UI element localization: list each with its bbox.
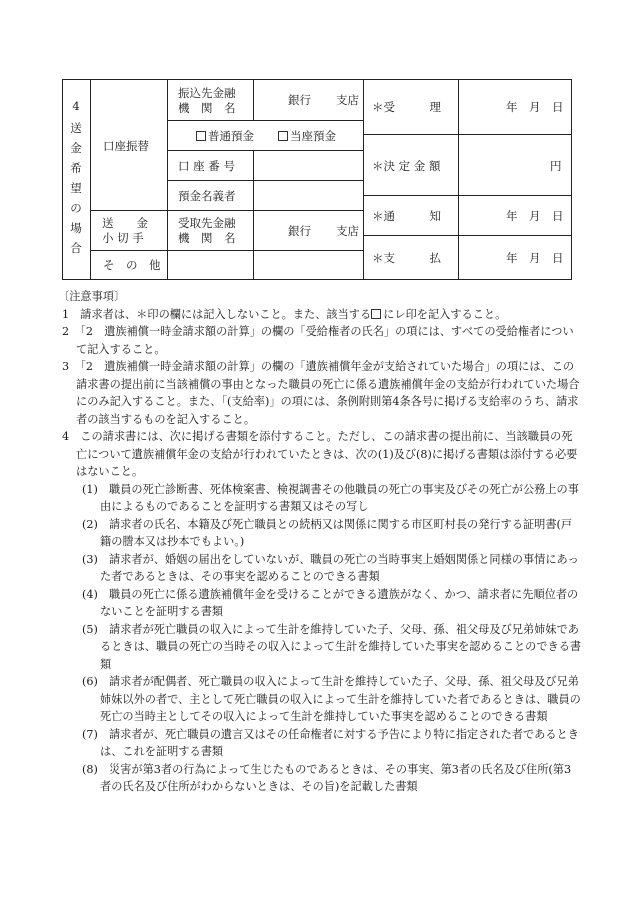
section-title-char: 送 [70,121,82,135]
remittance-check-label-1: 送 金 [102,216,148,230]
section-title-char: の [70,201,82,215]
other-label: そ の 他 [103,258,161,272]
notes-section [58,288,582,796]
note-sub-6: (6) 請求者が配偶者、死亡職員の収入によって生計を維持していた子、父母、孫、祖父母及び兄弟姉妹以外の者で、主として死亡職員の収入によって生計を維持していた者であるときは、職員の死亡の当時主としてその収入によって生計を維持していた事実を認めることのできる書類 [82,675,581,723]
current-deposit-checkbox[interactable] [278,131,288,141]
note-sub-1: (1) 職員の死亡診断書、死体検案書、検視調書その他職員の死亡の事実及びその死亡が公務上の事由によるものであることを証明する書類又はその写し [82,482,579,513]
note-sub-4: (4) 職員の死亡に係る遺族補償年金を受けることができる遺族がなく、かつ、請求者に先順位者のないことを証明する書類 [82,587,579,618]
account-holder-label: 預金名義者 [178,189,236,203]
ordinary-deposit-checkbox[interactable] [196,131,206,141]
section-title-vertical [69,118,83,258]
section-title-char: 希 [70,161,82,175]
payment-date: 年 月 日 [506,251,564,265]
bank-word: 銀行 [288,93,311,107]
receive-bank-label-2: 機 関 名 [178,231,236,245]
received-date: 年 月 日 [506,100,564,114]
note-item-3: 3 「2 遺族補償一時金請求額の計算」の欄の「遺族補償年金が支給されていた場合」の項には、この請求書の提出前に当該補償の事由となった職員の死亡に係る遺族補償年金の支給が行われていた場合にのみ記入すること。また、「(支給率)」の項には、条例附則第4条各号に掲げる支給率のうち、請求者の該当するものを記入すること。 [62,360,580,426]
notice-date: 年 月 日 [506,209,564,223]
decision-amount-label: ＊決 定 金 額 [372,159,441,173]
notes-heading: 〔注意事項〕 [58,290,126,303]
branch-word-2: 支店 [336,224,359,238]
remittance-check-label-2: 小 切 手 [102,231,144,245]
section-title-char: 合 [70,241,82,255]
note-sub-5: (5) 請求者が死亡職員の収入によって生計を維持していた子、父母、孫、祖父母及び兄弟姉妹であるときは、職員の死亡の当時その収入によって生計を維持していた事実を認めることのできる書類 [82,622,582,671]
branch-word: 支店 [336,93,359,107]
transfer-bank-label-1: 振込先金融 [178,86,236,100]
section-title-char: 金 [70,141,82,155]
checkbox-symbol-icon [371,309,381,319]
current-deposit-option[interactable]: 当座預金 [278,129,336,143]
received-label: ＊受 理 [372,100,441,114]
bank-transfer-label: 口座振替 [103,139,149,153]
yen-unit: 円 [550,159,562,173]
ordinary-deposit-option[interactable]: 普通預金 [196,129,254,143]
section-title-char: 望 [70,181,82,195]
section-title-char: 場 [70,221,82,235]
receive-bank-label-1: 受取先金融 [178,216,236,230]
note-sub-3: (3) 請求者が、婚姻の届出をしていないが、職員の死亡の当時事実上婚姻関係と同様の事情にあった者であるときは、その事実を認めることのできる書類 [82,552,579,583]
note-sub-7: (7) 請求者が、死亡職員の遺言又はその任命権者に対する予告により特に指定された者であるときは、これを証明する書類 [82,727,579,758]
account-number-label: 口 座 番 号 [178,159,235,173]
bank-word-2: 銀行 [288,224,311,238]
note-sub-8: (8) 災害が第3者の行為によって生じたものであるときは、その事実、第3者の氏名及び住所(第3者の氏名及び住所がわからないときは、その旨)を記載した書類 [82,762,572,793]
note-item-4: 4 この請求書には、次に掲げる書類を添付すること。ただし、この請求書の提出前に、当該職員の死亡について遺族補償年金の支給が行われていたときは、次の(1)及び(8)に掲げる書類は添付する必要はないこと。 [62,430,578,478]
note-item-2: 2 「2 遺族補償一時金請求額の計算」の欄の「受給権者の氏名」の項には、すべての受給権者について記入すること。 [62,325,574,356]
payment-label: ＊支 払 [372,251,441,265]
notice-label: ＊通 知 [372,209,441,223]
note-sub-2: (2) 請求者の氏名、本籍及び死亡職員との続柄又は関係に関する市区町村長の発行する証明書(戸籍の謄本又は抄本でもよい。) [82,517,573,548]
note-item-1: 1 請求者は、＊印の欄には記入しないこと。また、該当する にレ印を記入すること。 [62,307,507,321]
section-number: 4 [72,99,80,113]
transfer-bank-label-2: 機 関 名 [178,101,236,115]
